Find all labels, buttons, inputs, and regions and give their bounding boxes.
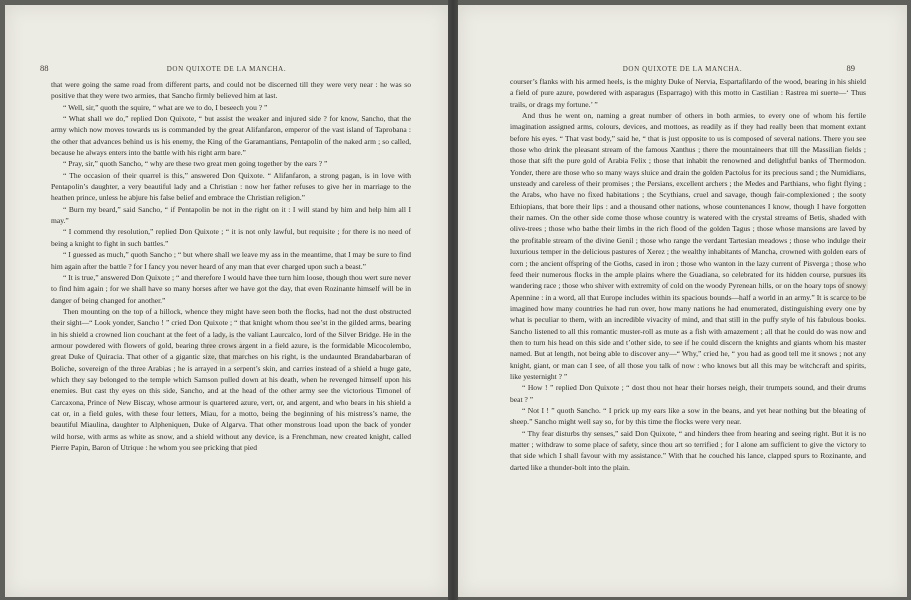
paragraph: “ The occasion of their quarrel is this,” answered Don Quixote. “ Alifanfaron, a strong pagan, is in love with Pentapolin’s daughter, a very beautiful lady and a Christian : now her father refuses to give her in marriage to the heathen prince, unless he abjure his false belief and embrace the Christian religion.” [51,170,411,203]
paragraph: that were going the same road from different parts, and could not be discerned till they were very near : he was so positive that they were two armies, that Sancho firmly believed him at last. [51,80,411,101]
paragraph: “ How ! ” replied Don Quixote ; “ dost thou not hear their horses neigh, their trumpets sound, and their drums beat ? ” [510,383,866,404]
paragraph: “ Not I ! ” quoth Sancho. “ I prick up my ears like a sow in the beans, and yet hear nothing but the bleating of sheep.” Sancho might well say so, for by this time the flocks were very near. [510,405,866,427]
paragraph: Then mounting on the top of a hillock, whence they might have seen both the flocks, had not the dust obstructed their sight—“ Look yonder, Sancho ! ” cried Don Quixote ; “ that knight whom thou see’st in the gilded arms, bearing in his shield a crowned lion couchant at the feet of a lady, is the valiant Laurcalco, lord of the Silver Bridge. He in the armour powdered with flowers of gold, bearing three crows argent in a field azure, is the formidable Micocolembo, great Duke of Quiracia. That other of a gigantic size, that marches on his right, is the undaunted Brandabarbaran of Boliche, sovereign of the three Arabias ; he is arrayed in a serpent’s skin, and carries instead of a shield a huge gate, which they say belonged to the temple which Samson pulled down at his death, when he revenged himself upon his enemies. But cast thy eyes on this side, Sancho, and at the head of the other army see the victorious Timonel of Carcaxona, Prince of New Biscay, whose armour is quartered azure, vert, or, and argent, and who bears in his shield a cat or, in a field gules, with these four letters, Miau, for a motto, being the beginning of his mistress’s name, the beautiful Miaulina, daughter to Alpheniquen, Duke of Algarva. That other monstrous load upon the back of yonder wild horse, with arms as white as snow, and a shield without any device, is a Frenchman, new created knight, called Pierre Papin, Baron of Utrique : he whom you see pricking that pied [51,306,411,452]
paragraph: “ Burn my beard,” said Sancho, “ if Pentapolin be not in the right on it : I will stand by him and help him all I may.” [51,204,411,226]
paragraph: “ Thy fear disturbs thy senses,” said Don Quixote, “ and hinders thee from hearing and seeing right. But it is no matter ; withdraw to some place of safety, since thou art so terrified ; for I alone am sufficient to give the victory to that side which I shall favour with my assistance.” With that he couched his lance, clapped spurs to Rozinante, and darted like a thunder-bolt into the plain. [510,428,866,472]
left-page-number: 88 [40,63,49,73]
paragraph: “ I commend thy resolution,” replied Don Quixote ; “ it is not only lawful, but requisite ; for there is no need of being a knight to fight in such battles.” [51,227,411,248]
right-page-body [510,76,866,473]
book-gutter [448,0,458,600]
right-page-number: 89 [846,63,855,73]
left-page [5,5,448,597]
paragraph: “ What shall we do,” replied Don Quixote, “ but assist the weaker and injured side ? for know, Sancho, that the army which now moves towards us is commanded by the great Alifanfaron, emperor of the vast island of Taprobana : the other that advances behind us is his enemy, the King of the Garamantians, Pentapolin of the naked arm ; so called, because he always enters into the battle with his right arm bare.” [51,114,411,158]
right-running-header: DON QUIXOTE DE LA MANCHA. [622,65,743,73]
paragraph: And thus he went on, naming a great number of others in both armies, to every one of whom his fertile imagination assigned arms, colours, devices, and mottoes, as readily as if they had really been that moment extant before his eyes. “ That vast body,” said he, “ that is just opposite to us is composed of several nations. There you see those who drink the pleasant stream of the famous Xanthus ; there the mountaineers that till the Massilian fields ; those that sift the pure gold of Arabia Felix ; those that inhabit the renowned and delightful banks of Thermodon. Yonder, there are those who so many ways sluice and drain the golden Pactolus for its precious sand ; the Numidians, unsteady and careless of their promises ; the Persians, excellent archers ; the Medes and Parthians, who fight flying ; the Arabs, who have no fixed habitations ; the Scythians, cruel and savage, though fair-complexioned ; the sooty Ethiopians, that bore their lips : and a thousand other nations, whose countenances I know, though I have forgotten their names. On the other side come those whose country is watered with the crystal streams of Betis, shaded with olive-trees ; those who bathe their limbs in the rich flood of the golden Tagus ; those whose mansions are laved by the profitable stream of the divine Genil ; those who range the verdant Tartesian meadows ; those who indulge their luxurious temper in the delicious pastures of Xerez ; the wealthy inhabitants of Mancha, crowned with golden ears of corn ; the ancient offspring of the Goths, cased in iron ; those who wanton in the lazy current of Pisverga ; those who feed their numerous flocks in the ample plains where the Guadiana, so celebrated for its hidden course, pursues its wandering race ; those who shiver with extremity of cold on the woody Pyrenean hills, or on the hoary tops of snowy Apennine : in a word, all that Europe includes within its spacious bounds—half a world in an army.” It is scarce to be imagined how many countries he had run over, how many nations he had enumerated, distinguishing every one by what is peculiar to them, with an incredible vivacity of mind, and that still in the puffy style of his fabulous books. Sancho listened to all this romantic muster-roll as mute as a fish with amazement ; all that he could do was now and then to turn his head on this side and t’other side, to see if he could discern the knights and giants whom his master named. But at length, not being able to discover any—“ Why,” cried he, “ you had as good tell me it snows ; not any knight, giant, or man can I see, of all those you talk of now : who knows but all this may be witchcraft and spirits, like yesternight ? ” [510,111,866,381]
right-page [458,5,907,597]
left-running-header: DON QUIXOTE DE LA MANCHA. [166,65,287,73]
paragraph: “ It is true,” answered Don Quixote ; “ and therefore I would have thee turn him loose, though thou wert sure never to find him again ; for we shall have so many horses after we have got the day, that even Rozinante himself will be in danger of being changed for another.” [51,272,411,305]
paragraph: “ Pray, sir,” quoth Sancho, “ why are these two great men going together by the ears ? ” [63,159,328,169]
paragraph: courser’s flanks with his armed heels, is the mighty Duke of Nervia, Espartafilardo of the wood, bearing in his shield a field of pure azure, powdered with asparagus (Esparrago) with this motto in Castilian : Rastrea mi suerte—‘ Thus trails, or drags my fortune.’ ” [510,77,866,109]
paragraph: “ I guessed as much,” quoth Sancho ; “ but where shall we leave my ass in the meantime, that I may be sure to find him again after the battle ? for I fancy you never heard of any man that ever charged upon such a beast.” [51,250,411,271]
paragraph: “ Well, sir,” quoth the squire, “ what are we to do, I beseech you ? ” [63,102,268,112]
edge-mark: · [6,594,8,598]
left-page-body [51,79,411,453]
